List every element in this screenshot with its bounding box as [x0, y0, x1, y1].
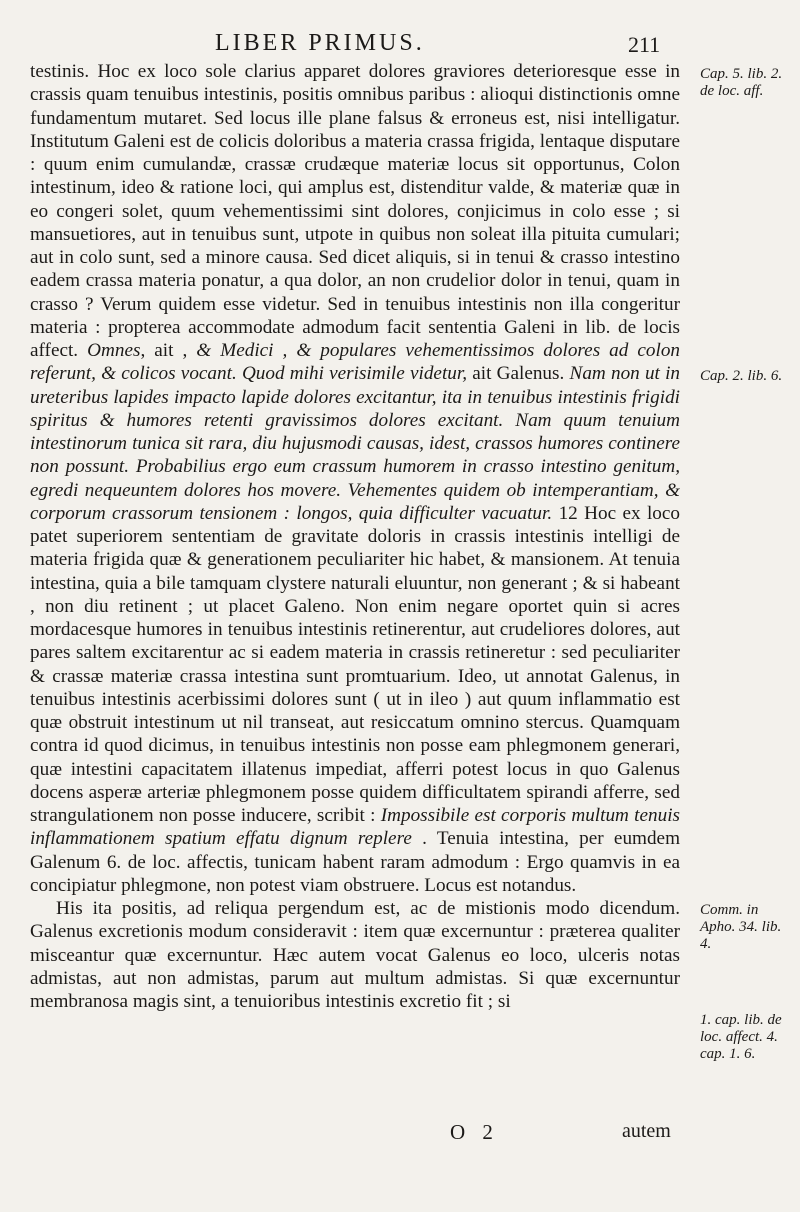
- paragraph-1: [30, 60, 680, 897]
- running-title: LIBER PRIMUS.: [215, 30, 425, 56]
- text-run: testinis. Hoc ex loco sole clarius apparet dolores graviores deterioresque esse in crassis quam tenuibus intestinis, positis omnibus paribus : alioqui distinctionis omne fundamentum mutaret. Sed locus ille plane falsus & erroneus est, nisi intelligatur. Institutum Galeni est de colicis doloribus a materia crassa frigida, lentaque disputare : quum enim cumulandæ, crassæ crudæque materiæ locus sit opportunus, Colon intestinum, ideo & ratione loci, qui amplus est, distenditur valde, & materiæ quæ in eo congeri solet, quum vehementissimi sint dolores, conjicimus in colo esse ; si mansuetiores, aut in tenuibus sunt, utpote in quibus non soleat illa pituita cumulari; aut in colo sunt, sed a minore causa. Sed dicet aliquis, si in tenui & crasso intestino eadem crassa materia ponatur, a qua dolor, an non crudelior dolor in tenui, quam in crasso ? Verum quidem esse videtur. Sed in tenuibus intestinis non illa congeritur materia : propterea accommodate admodum facit sententia Galeni in lib. de locis affect.: [30, 61, 680, 361]
- signature-mark: O 2: [450, 1120, 499, 1144]
- main-text-column: [30, 60, 680, 1013]
- page-footer: [0, 1120, 800, 1150]
- italic-quote: Nam non ut in ureteribus lapides impacto lapide dolores excitantur, ita in tenuibus intestinis frigidi spiritus & humores retenti gravissimos dolores excitant. Nam quum tenuium intestinorum tunica sit rara, diu hujusmodi causas, idest, crassos humores continere non possunt. Probabilius ergo eum crassum humorem in crasso intestino genitum, egredi nequeuntem dolores hos movere. Vehementes quidem ob intemperantiam, & corporum crassorum tensionem : longos, quia difficulter vacuatur.: [30, 363, 681, 524]
- margin-note-1: Cap. 5. lib. 2. de loc. aff.: [700, 66, 783, 99]
- catchword: autem: [622, 1120, 671, 1142]
- text-run: , ait ,: [140, 340, 188, 361]
- italic-quote: Omnes: [87, 340, 141, 361]
- text-run: . Tenuia intestina, per eumdem Galenum 6. de loc. affectis, tunicam habent raram admodum : Ergo quamvis in ea concipiatur phlegmone, non potest viam obstruere. Locus est notandus.: [30, 828, 681, 896]
- text-run: 12 Hoc ex loco patet superiorem sententiam de gravitate doloris in crassis intestinis intelligi de materia frigida quæ & generationem peculiariter hic habet, & mansionem. At tenuia intestina, quia a bile tamquam clystere naturali eluuntur, non generant ; & si habeant , non diu retinent ; ut placet Galeno. Non enim negare oportet quin si acres mordacesque humores in tenuibus intestinis retinerentur, aut crudeliores dolores, aut pares saltem excitarentur ac si eadem materia in crassis retineretur : sed peculiariter & crassæ materiæ crassa intestina sunt promtuarium. Ideo, ut annotat Galenus, in tenuibus intestinis acerbissimi dolores sunt ( ut in ileo ) aut quum inflammatio est quæ obstruit intestinum ut nil transeat, aut resiccatum omnino stercus. Quamquam contra id quod dicimus, in tenuibus intestinis non posse eam phlegmonem generari, quæ intestini capacitatem illatenus impediat, afferri potest locus in quo Galenus docens asperæ arteriæ phlegmonem posse quidem difficultatem spirandi afferre, sed strangulationem non posse inducere, scribit :: [30, 502, 680, 826]
- paragraph-2: His ita positis, ad reliqua pergendum est, ac de mistionis modo dicendum. Galenus excretionis modum consideravit : item quæ excernuntur : præterea qualiter misceantur quæ excernuntur. Hæc autem vocat Galenus eo loco, ulceris notas admistas, aut non admistas, parum aut multum admistas. Si quæ excernuntur membranosa magis sint, a tenuioribus intestinis excretio fit ; si: [30, 898, 680, 1012]
- page-number: 211: [628, 32, 661, 57]
- italic-quote: Impossibile est corporis multum tenuis inflammationem spatium effatu dignum replere: [30, 805, 680, 850]
- margin-note-3: Comm. in Apho. 34. lib. 4.: [700, 902, 782, 952]
- margin-note-2: Cap. 2. lib. 6.: [700, 368, 783, 384]
- margin-note-4: 1. cap. lib. de loc. affect. 4. cap. 1. 6.: [700, 1012, 782, 1062]
- italic-quote: & Medici , & populares vehementissimos dolores ad colon referunt, & colicos vocant. Quod mihi verisimile videtur,: [30, 340, 681, 385]
- page-header: [0, 30, 800, 58]
- text-run: ait Galenus.: [472, 363, 565, 385]
